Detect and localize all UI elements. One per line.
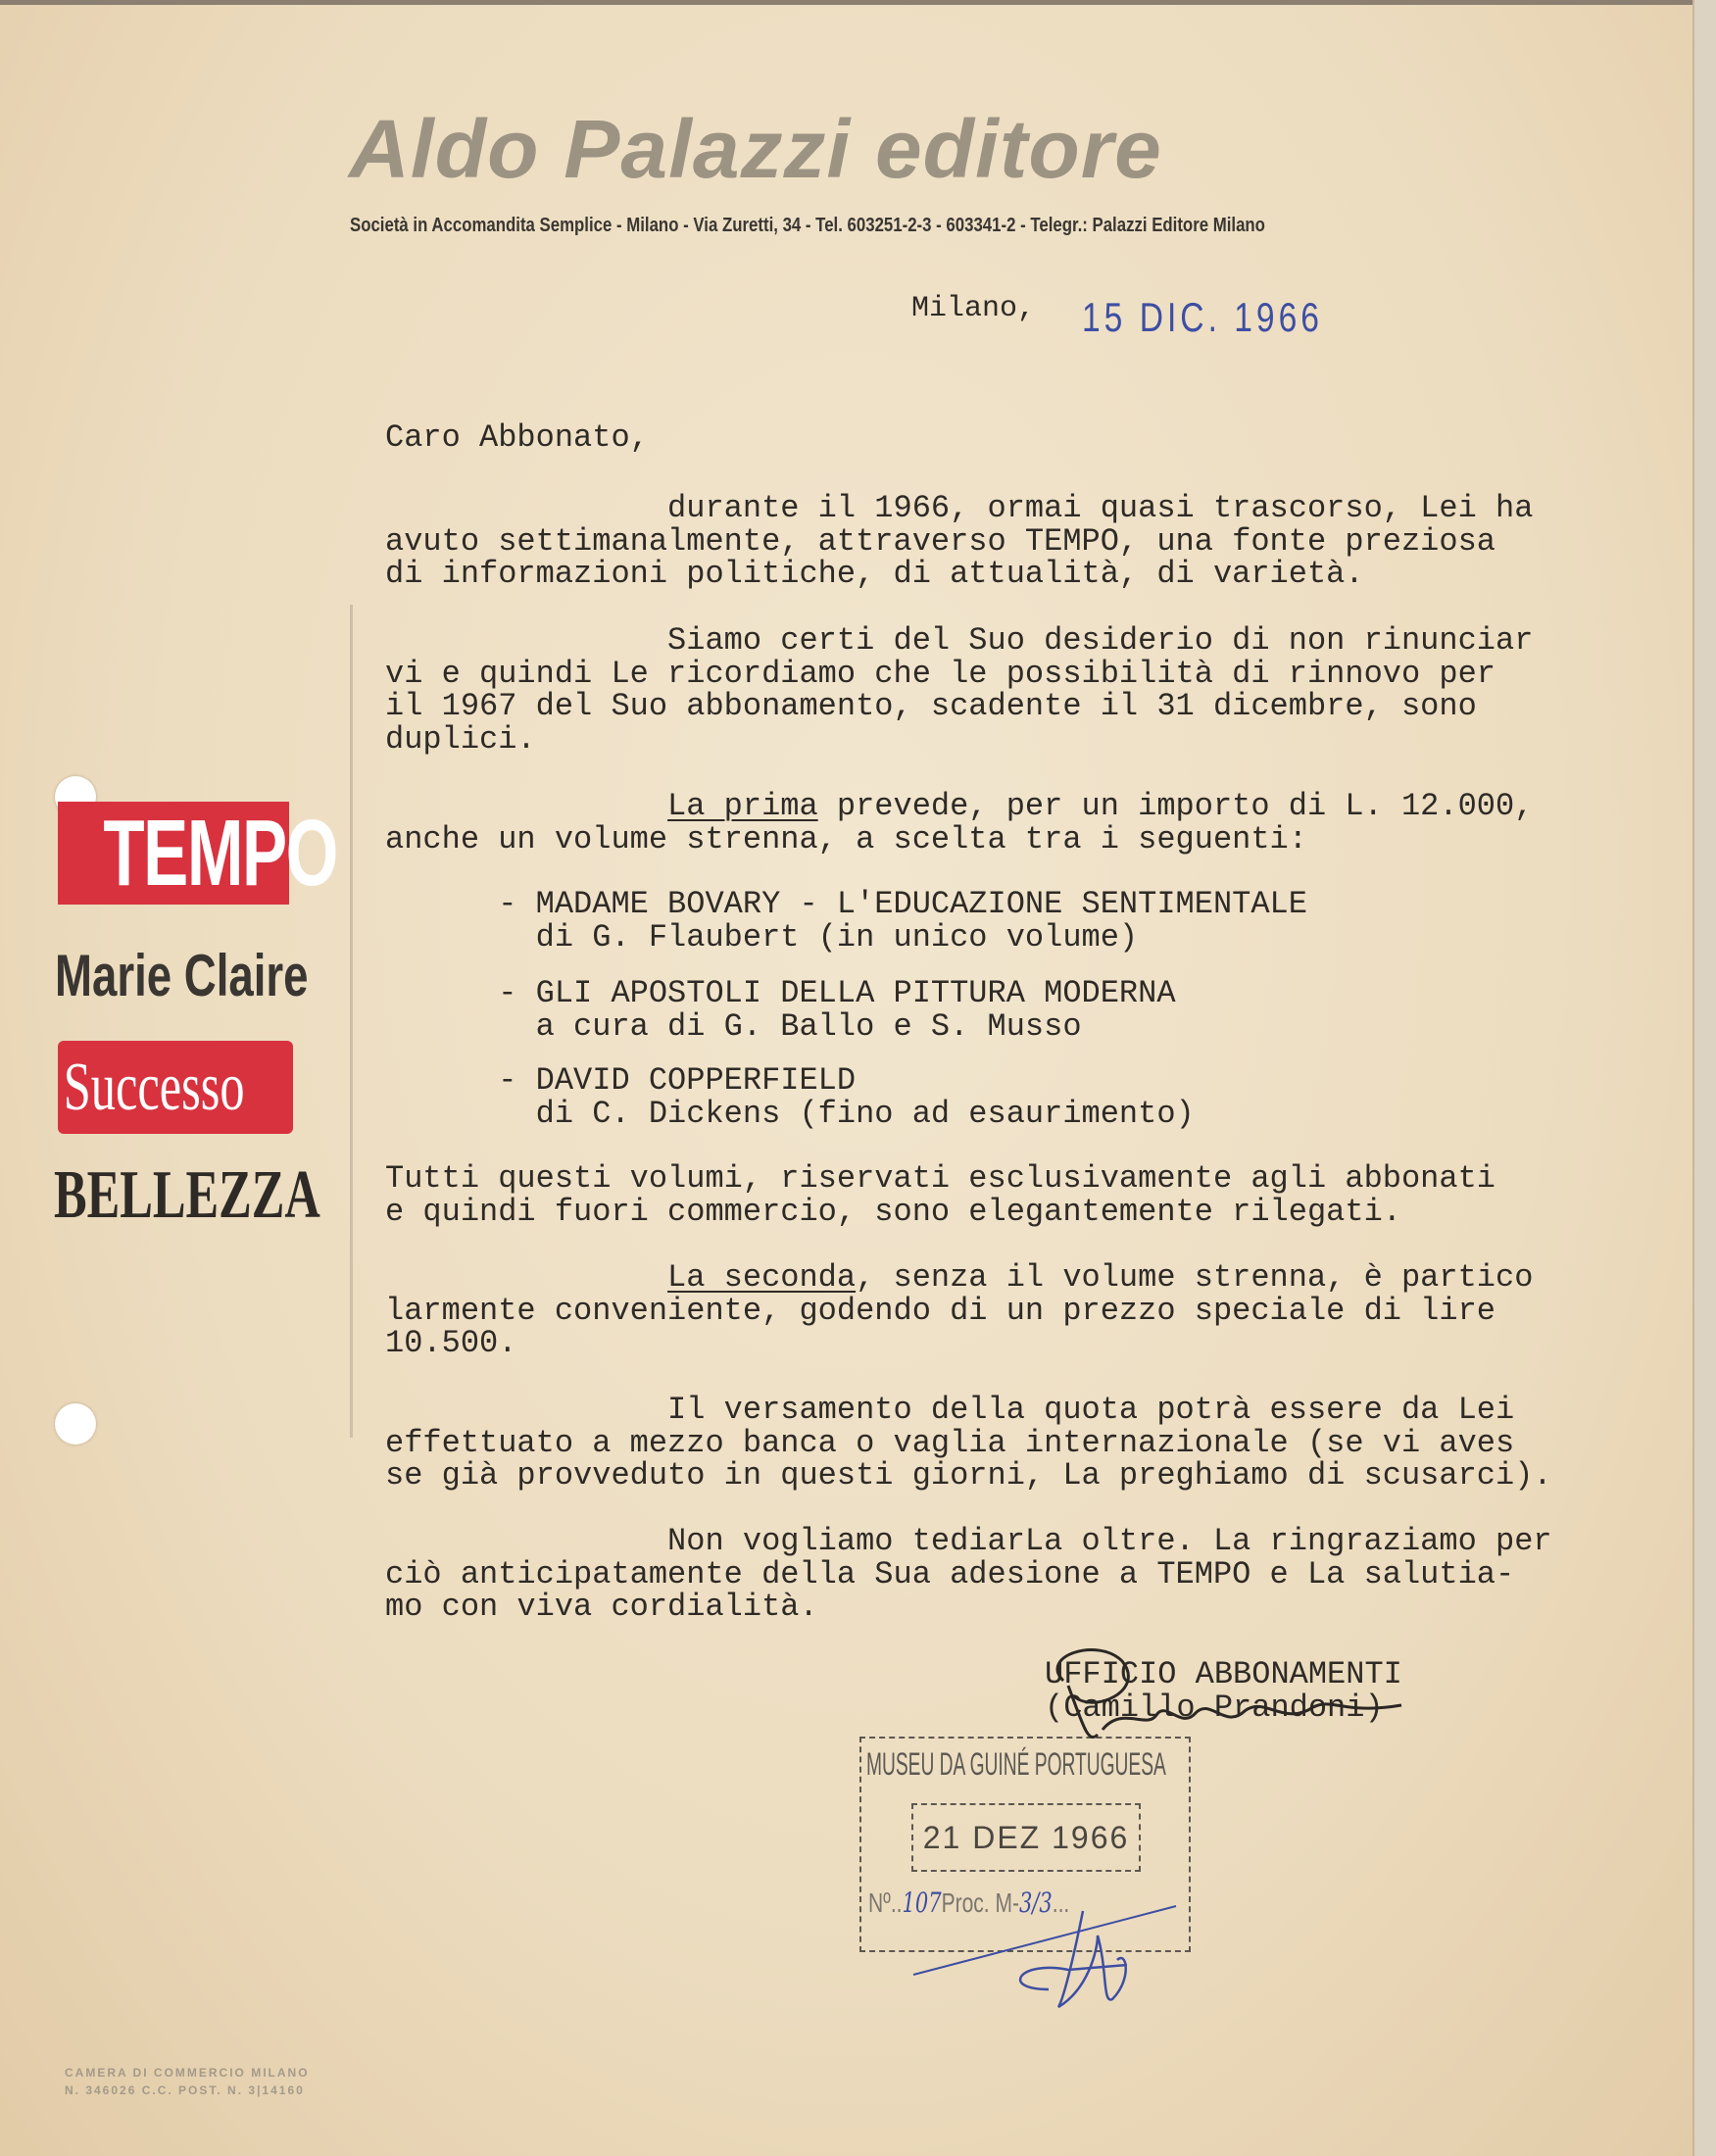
indent bbox=[385, 788, 667, 824]
brand-successo-text: Successo bbox=[63, 1050, 245, 1125]
text-line: ciò anticipatamente della Sua adesione a TEMPO e La salutia- bbox=[385, 1555, 1515, 1592]
received-stamp-date: 21 DEZ 1966 bbox=[911, 1803, 1141, 1872]
text-span: , senza il volume strenna, è partico bbox=[856, 1259, 1534, 1296]
place: Milano, bbox=[911, 292, 1036, 325]
page-top-edge bbox=[0, 0, 1714, 5]
proc-value: 3/3 bbox=[1018, 1886, 1053, 1919]
text-line: di informazioni politiche, di attualità, di varietà. bbox=[385, 556, 1364, 593]
paragraph-1 bbox=[385, 492, 1533, 591]
text-line: anche un volume strenna, a scelta tra i seguenti: bbox=[385, 820, 1307, 858]
received-stamp-header: MUSEU DA GUINÉ PORTUGUESA bbox=[866, 1746, 1166, 1782]
number-label: Nº bbox=[868, 1887, 891, 1918]
signature-office: UFFICIO ABBONAMENTI bbox=[1045, 1656, 1402, 1692]
brand-successo-logo bbox=[58, 1041, 293, 1134]
footer-registration bbox=[65, 2064, 310, 2099]
paragraph-2 bbox=[385, 624, 1533, 757]
text-line: Non vogliamo tediarLa oltre. La ringraziamo per bbox=[385, 1523, 1552, 1559]
received-stamp-number: Nº..107Proc. M-3/3... bbox=[868, 1886, 1070, 1919]
signature-name: (Camillo Prandoni) bbox=[1045, 1690, 1384, 1726]
margin-rule bbox=[350, 605, 353, 1438]
text-line: Tutti questi volumi, riservati esclusivamente agli abbonati bbox=[385, 1160, 1495, 1197]
book-option-3 bbox=[385, 1064, 1195, 1130]
brand-bellezza-logo: BELLEZZA bbox=[54, 1157, 320, 1233]
footer-line: CAMERA DI COMMERCIO MILANO bbox=[65, 2066, 310, 2080]
text-line: se già provveduto in questi giorni, La preghiamo di scusarci). bbox=[385, 1457, 1552, 1494]
text-line: vi e quindi Le ricordiamo che le possibilità di rinnovo per bbox=[385, 655, 1495, 692]
text-line: 10.500. bbox=[385, 1325, 517, 1362]
salutation: Caro Abbonato, bbox=[385, 419, 649, 456]
text-line bbox=[385, 790, 1533, 823]
text-line: - GLI APOSTOLI DELLA PITTURA MODERNA bbox=[385, 975, 1176, 1011]
underlined-lead: La prima bbox=[667, 788, 818, 824]
date-stamp: 15 DIC. 1966 bbox=[1082, 294, 1323, 340]
handwritten-signatures bbox=[853, 1637, 1539, 2009]
paragraph-4 bbox=[385, 1162, 1495, 1228]
page-right-edge bbox=[1692, 0, 1716, 2156]
text-line: - MADAME BOVARY - L'EDUCAZIONE SENTIMENTALE bbox=[385, 886, 1307, 922]
text-line: effettuato a mezzo banca o vaglia internazionale (se vi aves bbox=[385, 1424, 1515, 1461]
brand-marie-claire-logo: Marie Claire bbox=[55, 943, 309, 1008]
brand-tempo-text: TEMPO bbox=[103, 801, 337, 906]
text-span: prevede, per un importo di L. 12.000, bbox=[817, 788, 1534, 824]
text-line: mo con viva cordialità. bbox=[385, 1589, 818, 1626]
text-line: e quindi fuori commercio, sono elegantemente rilegati. bbox=[385, 1193, 1401, 1230]
brand-tempo-logo bbox=[58, 801, 337, 906]
paragraph-6 bbox=[385, 1394, 1552, 1493]
letterhead-title: Aldo Palazzi editore bbox=[349, 103, 1162, 195]
text-line: larmente conveniente, godendo di un prezzo speciale di lire bbox=[385, 1292, 1495, 1329]
indent bbox=[385, 1259, 667, 1296]
text-line: duplici. bbox=[385, 721, 536, 759]
text-line: di G. Flaubert (in unico volume) bbox=[385, 918, 1139, 956]
text-line: - DAVID COPPERFIELD bbox=[385, 1062, 857, 1099]
paragraph-3 bbox=[385, 790, 1533, 856]
underlined-lead: La seconda bbox=[667, 1259, 857, 1296]
text-line: avuto settimanalmente, attraverso TEMPO, una fonte preziosa bbox=[385, 522, 1495, 560]
book-option-2 bbox=[385, 977, 1176, 1043]
paragraph-7 bbox=[385, 1525, 1552, 1624]
paragraph-5 bbox=[385, 1261, 1533, 1360]
text-line: di C. Dickens (fino ad esaurimento) bbox=[385, 1095, 1195, 1132]
book-option-1 bbox=[385, 888, 1307, 954]
text-line: il 1967 del Suo abbonamento, scadente il 31 dicembre, sono bbox=[385, 688, 1477, 725]
text-line bbox=[385, 1261, 1533, 1295]
footer-line: N. 346026 C.C. POST. N. 3|14160 bbox=[65, 2083, 305, 2097]
text-line: durante il 1966, ormai quasi trascorso, Lei ha bbox=[385, 490, 1534, 526]
number-value: 107 bbox=[902, 1886, 942, 1919]
proc-label: Proc. M- bbox=[941, 1887, 1019, 1918]
text-line: Siamo certi del Suo desiderio di non rinunciar bbox=[385, 622, 1534, 659]
letterhead-subtitle: Società in Accomandita Semplice - Milano - Via Zuretti, 34 - Tel. 603251-2-3 - 603341-2 - Telegr.: Palazzi Editore Milano bbox=[350, 215, 1265, 236]
text-line: Il versamento della quota potrà essere da Lei bbox=[385, 1392, 1515, 1428]
punch-hole bbox=[55, 1403, 96, 1445]
text-line: a cura di G. Ballo e S. Musso bbox=[385, 1007, 1082, 1045]
